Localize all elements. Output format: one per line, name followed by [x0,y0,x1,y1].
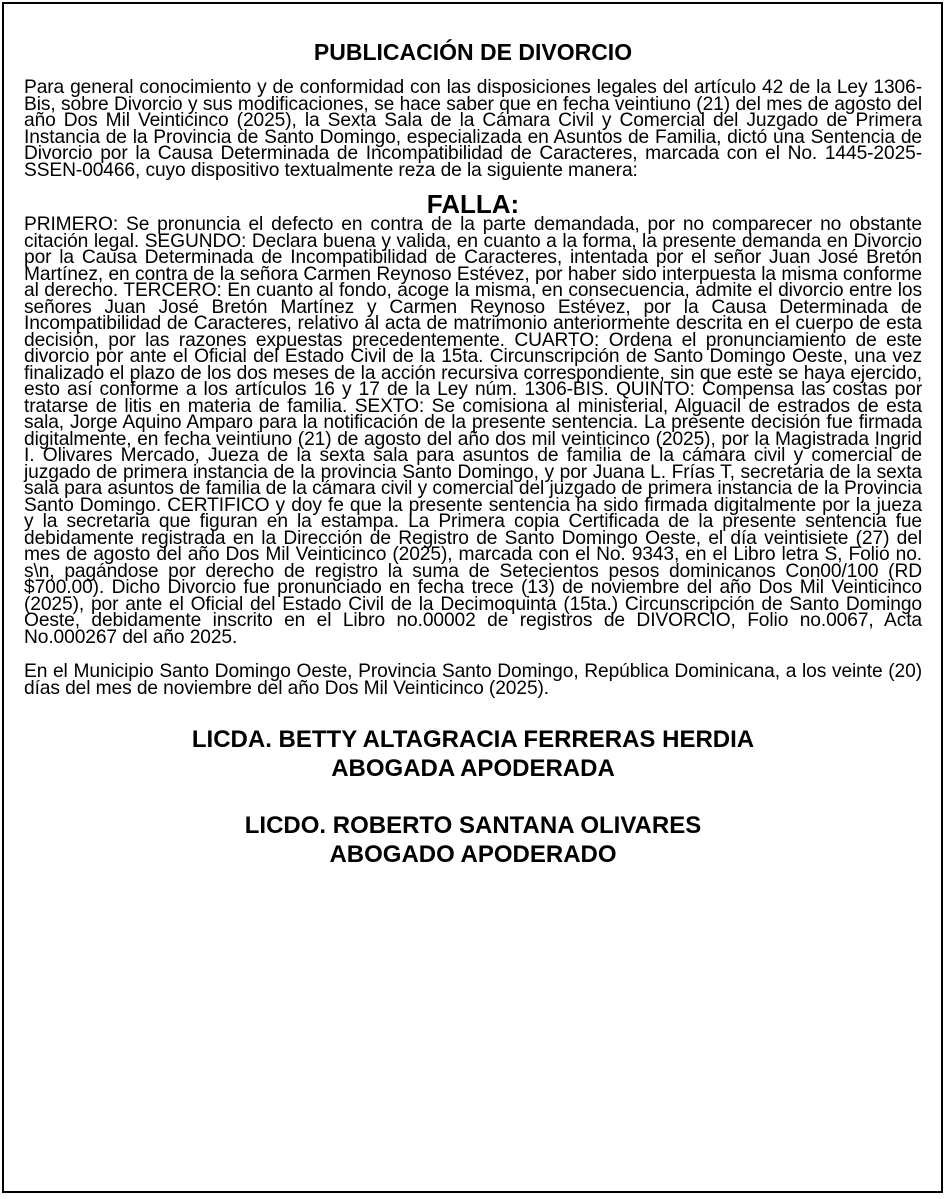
notice-content [24,38,922,869]
falla-heading: FALLA: [426,189,520,219]
falla-body: PRIMERO: Se pronuncia el defecto en contra de la parte demandada, por no comparecer no obstante citación legal. SEGUNDO: Declara buena y valida, en cuanto a la forma, la presente demanda en Divorcio por la Causa Determinada de Incompatibilidad de Caracteres, intentada por el señor Juan José Bretón Martínez, en contra de la señora Carmen Reynoso Estévez, por haber sido interpuesta la misma conforme al derecho. TERCERO: En cuanto al fondo, acoge la misma, en consecuencia, admite el divorcio entre los señores Juan José Bretón Martínez y Carmen Reynoso Estévez, por la Causa Determinada de Incompatibilidad de Caracteres, relativo al acta de matrimonio anteriormente descrita en el cuerpo de esta decisión, por las razones expuestas precedentemente. CUARTO: Ordena el pronunciamiento de este divorcio por ante el Oficial del Estado Civil de la 15ta. Circunscripción de Santo Domingo Oeste, una vez finalizado el plazo de los dos meses de la acción recursiva correspondiente, sin que este se haya ejercido, esto así conforme a los artículos 16 y 17 de la Ley núm. 1306-BIS. QUINTO: Compensa las costas por tratarse de litis en materia de familia. SEXTO: Se comisiona al ministerial, Alguacil de estrados de esta sala, Jorge Aquino Amparo para la notificación de la presente sentencia. La presente decisión fue firmada digitalmente, en fecha veintiuno (21) de agosto del año dos mil veinticinco (2025), por la Magistrada Ingrid I. Olivares Mercado, Jueza de la sexta sala para asuntos de familia de la cámara civil y comercial de juzgado de primera instancia de la provincia Santo Domingo, y por Juana L. Frías T, secretaria de la sexta sala para asuntos de familia de la cámara civil y comercial del juzgado de primera instancia de la Provincia Santo Domingo. CERTIFICO y doy fe que la presente sentencia ha sido firmada digitalmente por la jueza y la secretaria que figuran en la estampa. La Primera copia Certificada de la presente sentencia fue debidamente registrada en la Dirección de Registro de Santo Domingo Oeste, el día veintisiete (27) del mes de agosto del año Dos Mil Veinticinco (2025), marcada con el No. 9343, en el Libro letra S, Folio no. s\n, pagándose por derecho de registro la suma de Setecientos pesos dominicanos Con00/100 (RD $700.00). Dicho Divorcio fue pronunciado en fecha trece (13) de noviembre del año Dos Mil Veinticinco (2025), por ante el Oficial del Estado Civil de la Decimoquinta (15ta.) Circunscripción de Santo Domingo Oeste, debidamente inscrito en el Libro no.00002 de registros de DIVORCIO, Folio no.0067, Acta No.000267 del año 2025. [24,214,922,648]
signatory-1 [24,725,922,783]
notice-title: PUBLICACIÓN DE DIVORCIO [313,39,633,65]
closing-paragraph: En el Municipio Santo Domingo Oeste, Provincia Santo Domingo, República Dominicana, a los veinte (20) días del mes de noviembre del año Dos Mil Veinticinco (2025). [24,661,922,699]
signatory-name: LICDA. BETTY ALTAGRACIA FERRERAS HERDIA [191,726,755,753]
signatory-name: LICDO. ROBERTO SANTANA OLIVARES [244,812,702,839]
intro-paragraph: Para general conocimiento y de conformidad con las disposiciones legales del artículo 42 de la Ley 1306-Bis, sobre Divorcio y sus modificaciones, se hace saber que en fecha veintiuno (21) del mes de agosto del año Dos Mil Veinticinco (2025), la Sexta Sala de la Cámara Civil y Comercial del Juzgado de Primera Instancia de la Provincia de Santo Domingo, especializada en Asuntos de Familia, dictó una Sentencia de Divorcio por la Causa Determinada de Incompatibilidad de Caracteres, marcada con el No. 1445-2025-SSEN-00466, cuyo dispositivo textualmente reza de la siguiente manera: [24,77,922,181]
signatory-role: ABOGADO APODERADO [329,841,617,868]
notice-frame [2,2,943,1193]
signatory-2 [24,811,922,869]
signatory-role: ABOGADA APODERADA [331,755,615,782]
